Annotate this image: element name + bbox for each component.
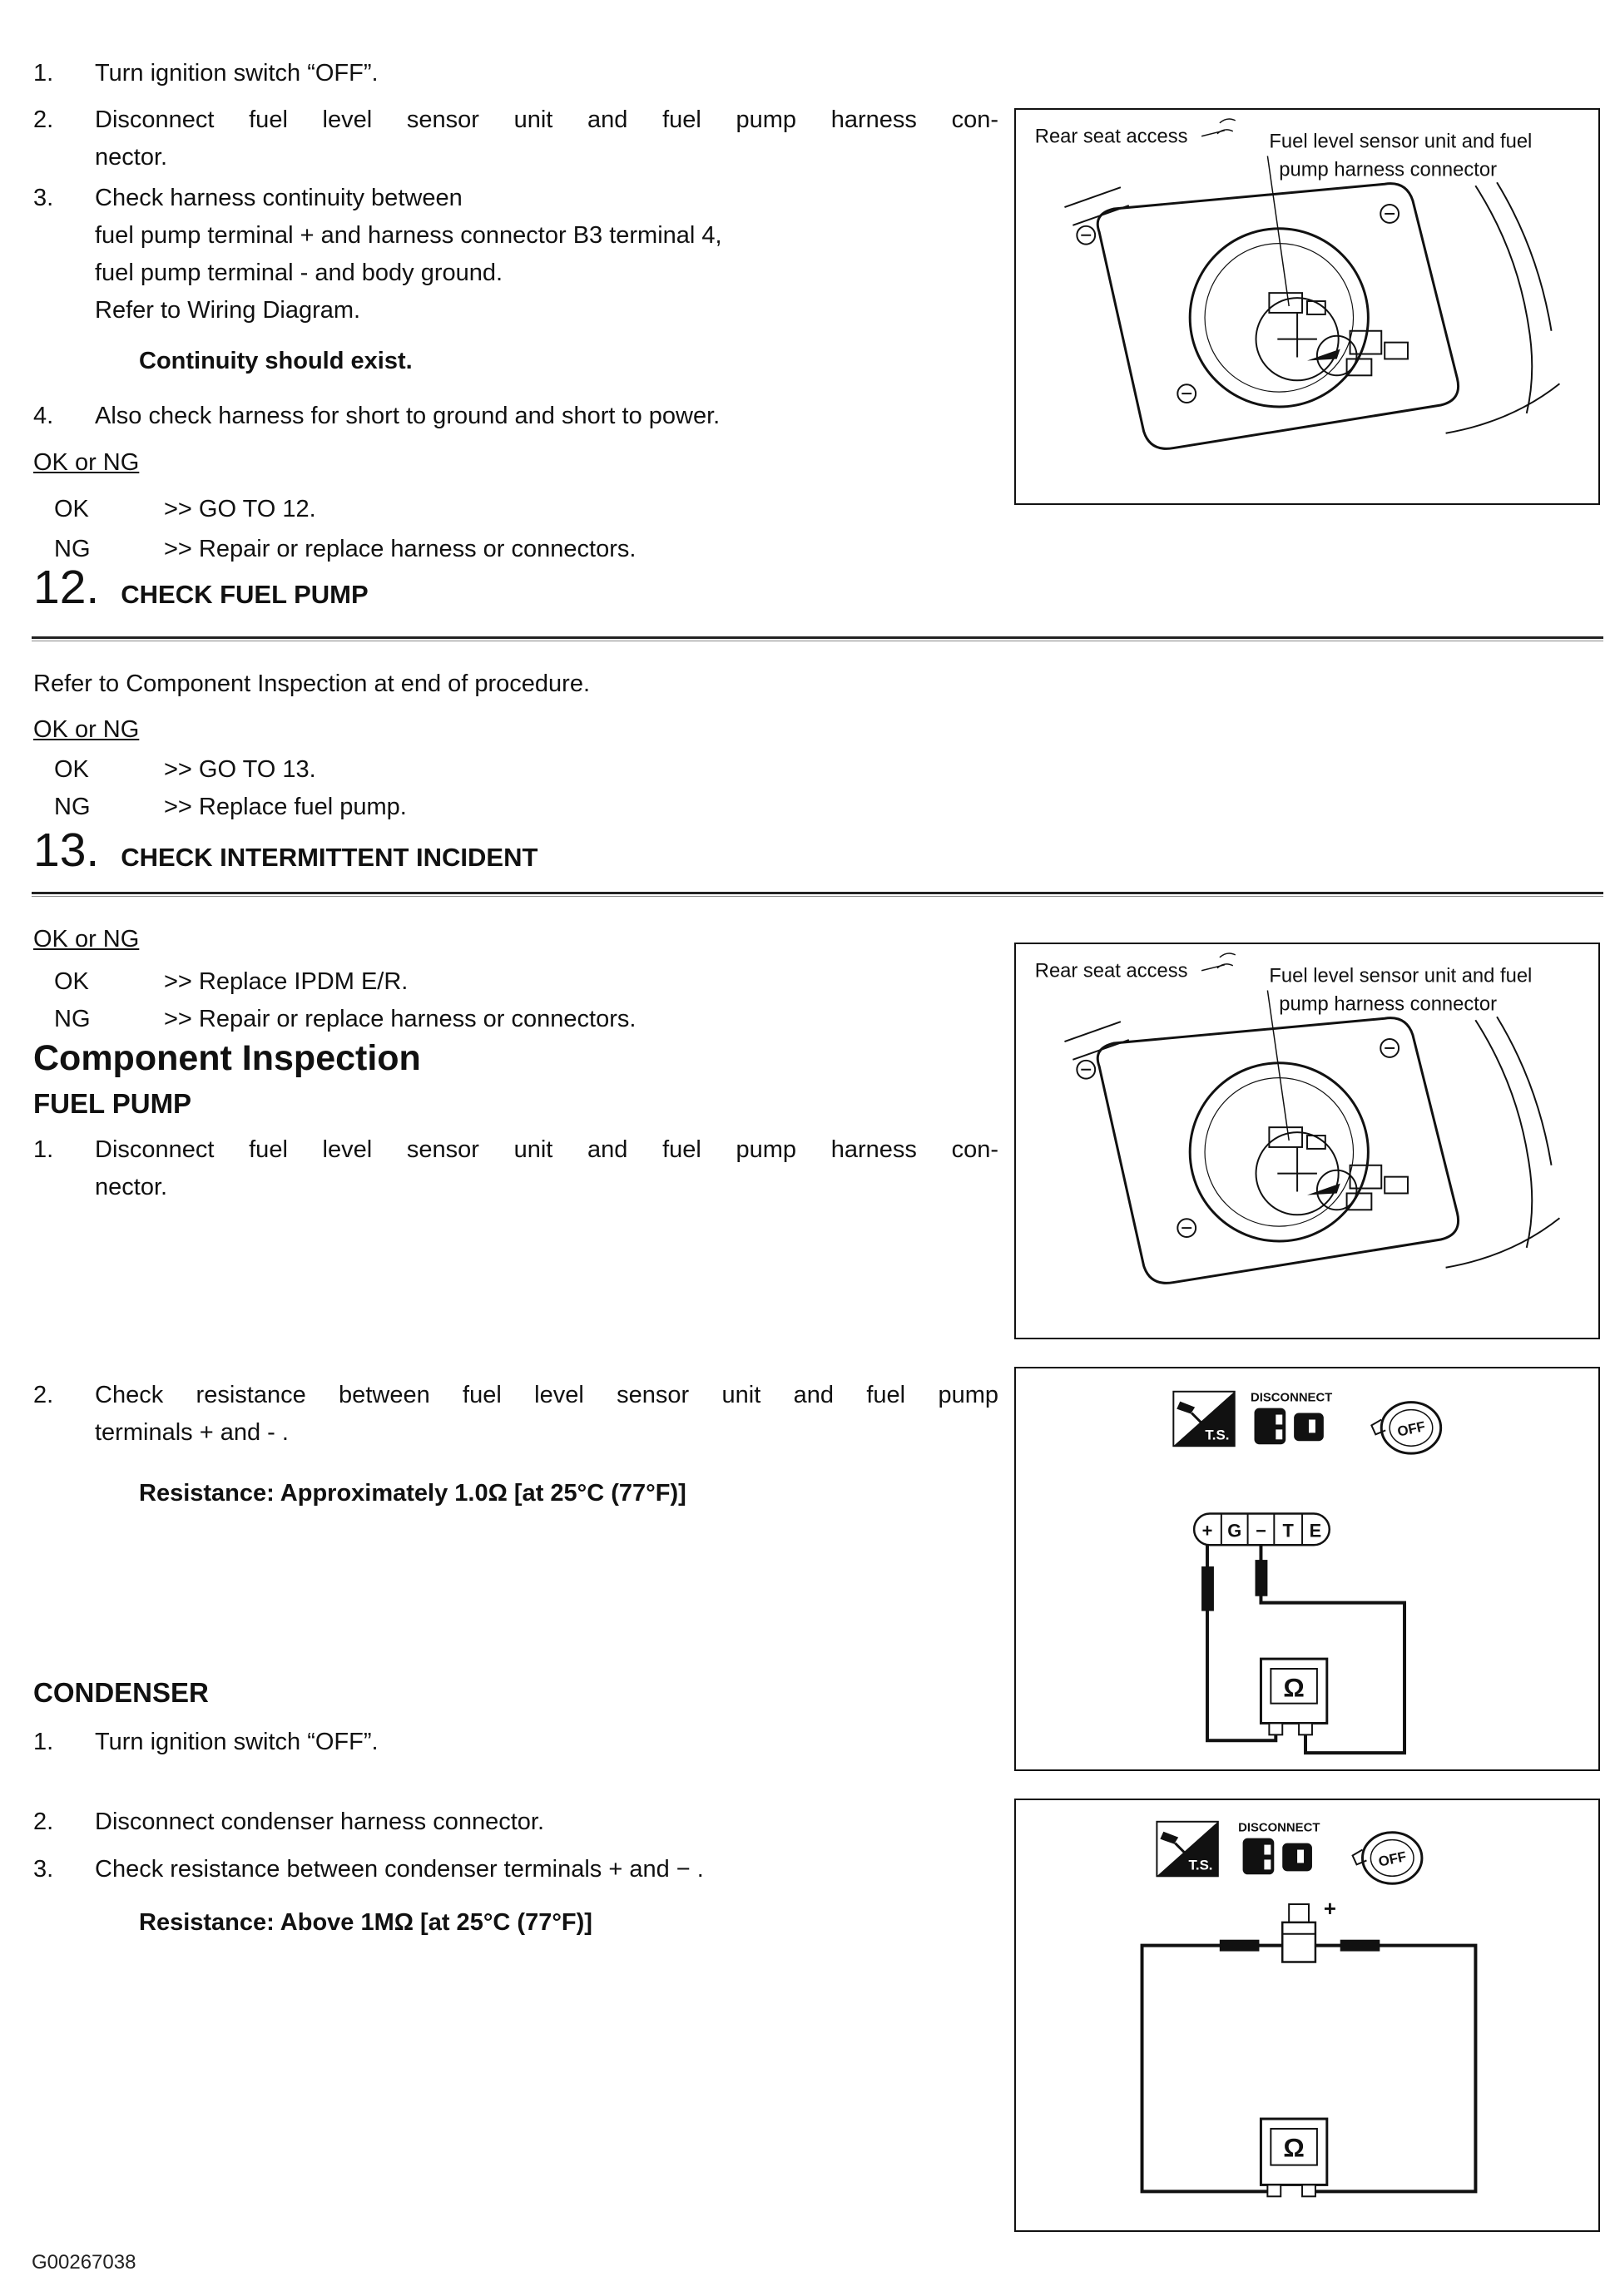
section-title: CHECK INTERMITTENT INCIDENT	[121, 843, 538, 872]
step-number: 3.	[33, 185, 54, 211]
ok-branch	[54, 751, 316, 789]
ng-branch	[54, 789, 407, 826]
ng-action: >> Repair or replace harness or connectors.	[164, 536, 637, 562]
step-text-line: terminals + and - .	[95, 1419, 289, 1446]
terminal-plus: +	[1201, 1520, 1213, 1541]
screw-icon	[1380, 1039, 1399, 1057]
continuity-note: Continuity should exist.	[139, 348, 413, 374]
screw-icon	[1380, 205, 1399, 223]
condenser-plus-label: +	[1323, 1897, 1336, 1921]
step-text-line: Check resistance between fuel level sensor unit and fuel pump	[95, 1382, 998, 1408]
step-text: Turn ignition switch “OFF”.	[95, 1729, 379, 1755]
step-number: 3.	[33, 1856, 54, 1883]
step-number: 2.	[33, 1382, 54, 1408]
rear-seat-access-label: Rear seat access	[1034, 959, 1188, 982]
section-13-heading	[33, 825, 537, 875]
condenser-heading: CONDENSER	[33, 1677, 209, 1708]
condenser-resistance-note: Resistance: Above 1MΩ [at 25°C (77°F)]	[139, 1909, 592, 1936]
connector-label-line2: pump harness connector	[1279, 992, 1498, 1016]
step-text-line: Disconnect fuel level sensor unit and fuel pump harness con-	[95, 1136, 998, 1163]
connector-label-line1: Fuel level sensor unit and fuel	[1269, 964, 1533, 987]
terminal-t: T	[1282, 1520, 1294, 1541]
terminal-e: E	[1309, 1520, 1322, 1541]
step-1	[33, 55, 998, 92]
circuit-wire-right	[1309, 1946, 1475, 2192]
section-title: CHECK FUEL PUMP	[121, 580, 369, 609]
step-text	[95, 1377, 998, 1452]
step-text-line: fuel pump terminal + and harness connector B3 terminal 4,	[95, 222, 722, 249]
ok-or-ng-label: OK or NG	[33, 449, 140, 476]
step-number: 4.	[33, 403, 54, 429]
step-text-line: Disconnect fuel level sensor unit and fuel pump harness con-	[95, 106, 998, 133]
step-text	[95, 101, 998, 176]
screw-icon	[1177, 384, 1196, 403]
condenser	[1282, 1904, 1315, 1962]
step-2	[33, 101, 998, 176]
svg-text:OFF: OFF	[1377, 1848, 1408, 1870]
figure-rear-seat-access-1	[1014, 108, 1600, 505]
ohmmeter	[1261, 2119, 1326, 2196]
step-3	[33, 180, 998, 329]
screw-icon	[1077, 226, 1095, 245]
step-text	[95, 1131, 998, 1206]
ohm-symbol: Ω	[1283, 1672, 1305, 1703]
condenser-step-2	[33, 1804, 998, 1841]
fuel-pump-heading: FUEL PUMP	[33, 1088, 192, 1119]
svg-text:DISCONNECT: DISCONNECT	[1238, 1821, 1320, 1835]
step-text-line: fuel pump terminal - and body ground.	[95, 260, 503, 286]
step-text-line: nector.	[95, 144, 168, 171]
section-12-heading	[33, 562, 369, 612]
ok-action: >> GO TO 13.	[164, 756, 316, 783]
step-text-line: Check harness continuity between	[95, 185, 463, 211]
step-number: 1.	[33, 1136, 54, 1163]
rear-seat-access-drawing	[1016, 944, 1598, 1338]
ng-label: NG	[54, 1006, 91, 1032]
ts-icon	[1173, 1392, 1234, 1446]
ok-action: >> Replace IPDM E/R.	[164, 968, 409, 995]
component-inspection-title: Component Inspection	[33, 1038, 421, 1078]
ok-action: >> GO TO 12.	[164, 496, 316, 522]
screw-icon	[1177, 1219, 1196, 1237]
figure-rear-seat-access-2	[1014, 943, 1600, 1339]
ok-or-ng-label: OK or NG	[33, 926, 140, 953]
condenser-step-3	[33, 1851, 998, 1888]
ng-label: NG	[54, 794, 91, 820]
ng-action: >> Replace fuel pump.	[164, 794, 407, 820]
ng-label: NG	[54, 536, 91, 562]
svg-text:DISCONNECT: DISCONNECT	[1251, 1391, 1333, 1405]
ng-branch	[54, 1001, 636, 1038]
step-text-line: nector.	[95, 1174, 168, 1200]
step-text: Also check harness for short to ground and short to power.	[95, 403, 721, 429]
fuel-pump-step-1	[33, 1131, 998, 1206]
section-divider	[32, 636, 1603, 641]
ohmmeter	[1261, 1659, 1326, 1734]
svg-text:OFF: OFF	[1395, 1418, 1427, 1440]
fuel-pump-resistance-note: Resistance: Approximately 1.0Ω [at 25°C (77°F)]	[139, 1480, 686, 1507]
disconnect-icon	[1251, 1392, 1332, 1445]
rear-seat-access-label: Rear seat access	[1034, 125, 1188, 148]
section-12-body: Refer to Component Inspection at end of procedure.	[33, 670, 591, 697]
terminal-minus: −	[1256, 1520, 1266, 1541]
step-text: Check resistance between condenser terminals + and − .	[95, 1856, 704, 1883]
screw-icon	[1077, 1061, 1095, 1079]
step-number: 1.	[33, 60, 54, 87]
ng-action: >> Repair or replace harness or connectors.	[164, 1006, 637, 1032]
svg-text:T.S.: T.S.	[1205, 1427, 1230, 1443]
disconnect-icon	[1238, 1822, 1320, 1875]
ok-label: OK	[54, 496, 89, 522]
step-text: Disconnect condenser harness connector.	[95, 1809, 545, 1835]
fuel-pump-step-2	[33, 1377, 998, 1452]
off-key-icon	[1371, 1403, 1440, 1453]
condenser-step-1	[33, 1724, 998, 1761]
connector-label-line2: pump harness connector	[1279, 158, 1498, 181]
ohm-symbol: Ω	[1283, 2132, 1305, 2163]
pointer-arrow	[1307, 349, 1340, 361]
ts-icon	[1157, 1822, 1217, 1876]
off-key-icon	[1353, 1833, 1422, 1884]
step-4	[33, 398, 998, 435]
step-text	[95, 180, 998, 329]
figure-condenser-circuit	[1014, 1799, 1600, 2232]
terminal-g: G	[1227, 1520, 1242, 1541]
svg-text:T.S.: T.S.	[1188, 1857, 1213, 1873]
terminal-strip	[1194, 1514, 1330, 1546]
probe-wire-minus	[1261, 1545, 1404, 1753]
ok-branch	[54, 491, 316, 528]
ok-label: OK	[54, 756, 89, 783]
connector-label-line1: Fuel level sensor unit and fuel	[1269, 130, 1533, 153]
condenser-circuit-drawing	[1016, 1800, 1598, 2230]
step-text: Turn ignition switch “OFF”.	[95, 60, 379, 87]
section-number: 13.	[33, 824, 100, 877]
fuel-pump-circuit-drawing	[1016, 1368, 1598, 1769]
step-number: 1.	[33, 1729, 54, 1755]
step-number: 2.	[33, 106, 54, 133]
step-text-line: Refer to Wiring Diagram.	[95, 297, 361, 324]
section-number: 12.	[33, 561, 100, 614]
section-divider	[32, 892, 1603, 897]
pointer-arrow	[1307, 1184, 1340, 1195]
ok-or-ng-label: OK or NG	[33, 716, 140, 743]
rear-seat-access-drawing	[1016, 110, 1598, 503]
ok-branch	[54, 963, 408, 1001]
figure-code: G00267038	[32, 2251, 136, 2274]
step-number: 2.	[33, 1809, 54, 1835]
ok-label: OK	[54, 968, 89, 995]
figure-fuel-pump-circuit	[1014, 1367, 1600, 1771]
